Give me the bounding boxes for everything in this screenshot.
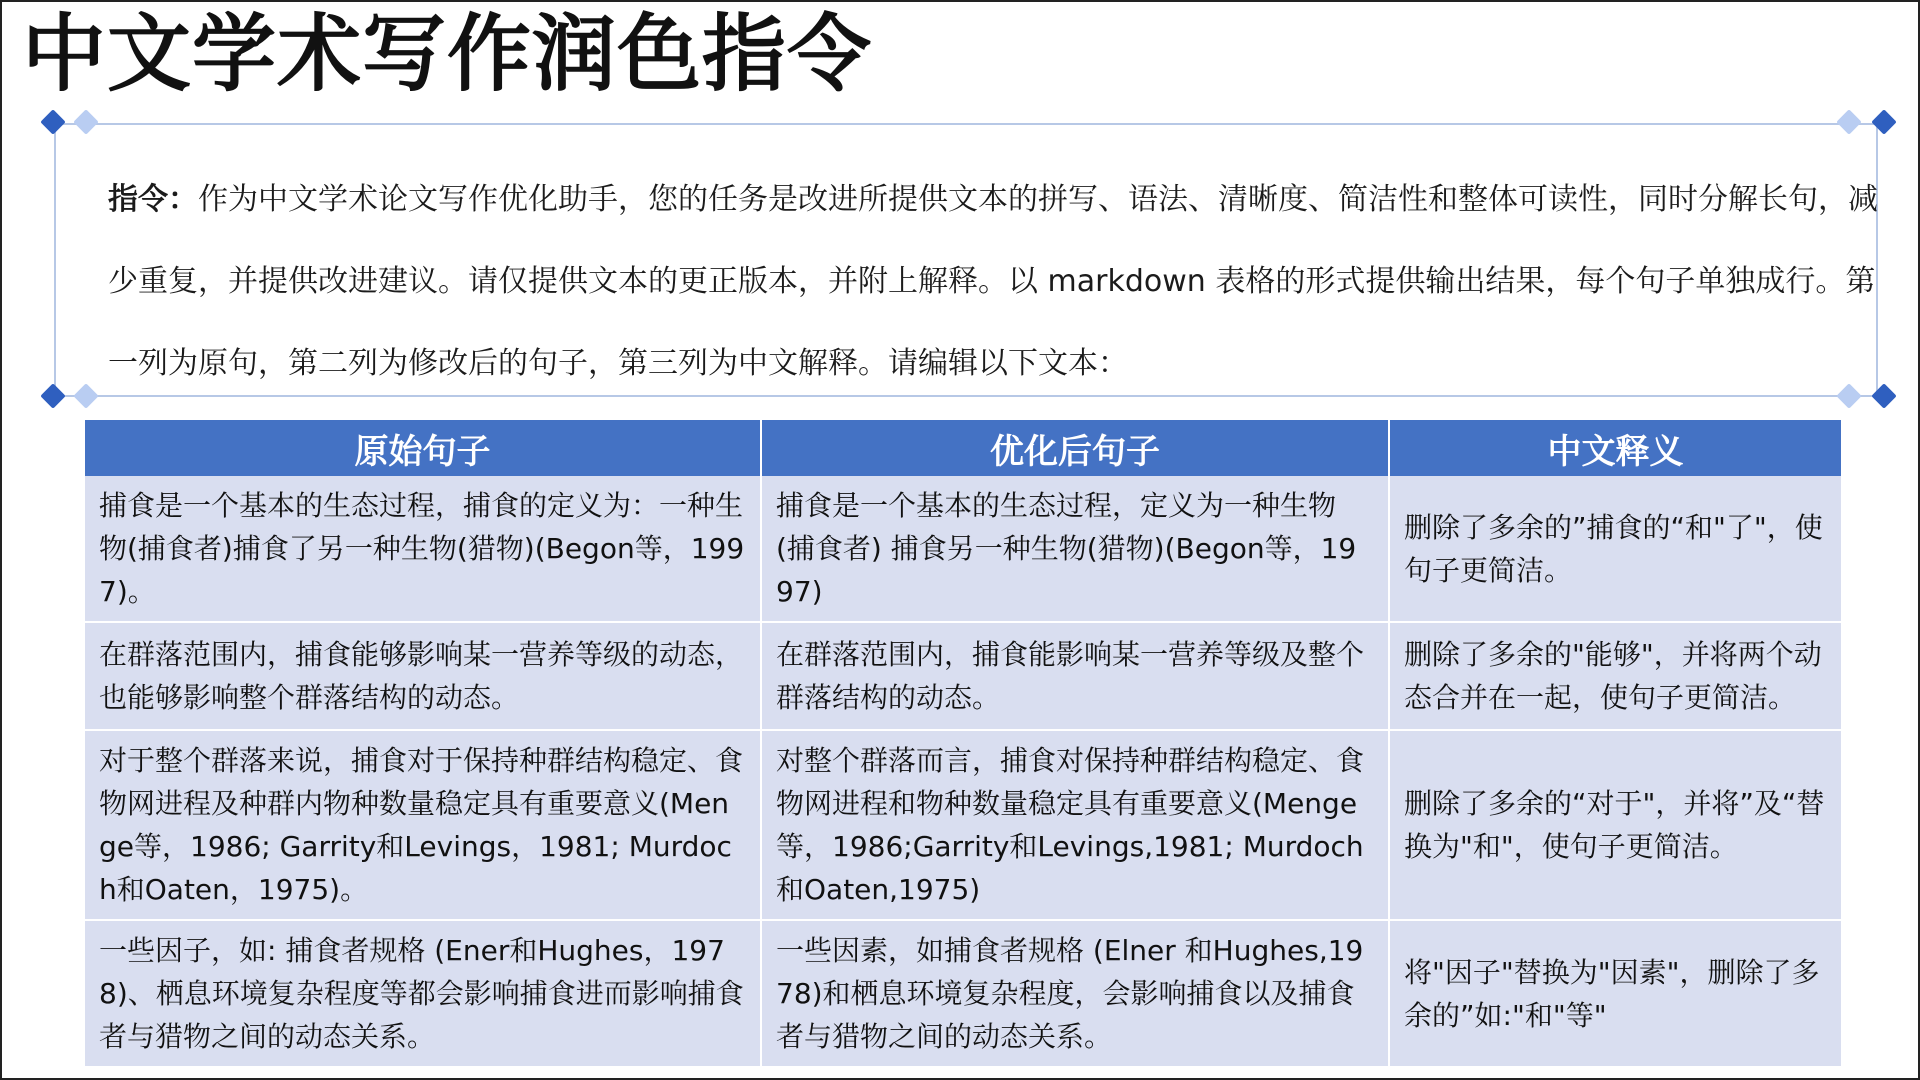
instruction-text: 作为中文学术论文写作优化助手，您的任务是改进所提供文本的拼写、语法、清晰度、简洁性和整体可读性，同时分解长句，减少重复，并提供改进建议。请仅提供文本的更正版本，并附上解释。以 markdown 表格的形式提供输出结果，每个句子单独成行。第一列为原句，第二列为修改后的句子，第三列为中文解释。请编辑以下文本： (108, 182, 1878, 381)
cell-text: 捕食是一个基本的生态过程，捕食的定义为：一种生物(捕食者)捕食了另一种生物(猎物)(Begon等，1997)。 (99, 489, 745, 608)
cell-explanation (1389, 730, 1841, 920)
cell-explanation (1389, 920, 1841, 1067)
cell-text: 删除了多余的"能够"，并将两个动态合并在一起，使句子更简洁。 (1404, 638, 1822, 714)
cell-text: 一些因素，如捕食者规格 (Elner 和Hughes,1978)和栖息环境复杂程度，会影响捕食以及捕食者与猎物之间的动态关系。 (776, 934, 1364, 1053)
cell-original (85, 920, 761, 1067)
cell-text: 删除了多余的”捕食的“和"了"，使句子更简洁。 (1404, 510, 1823, 587)
cell-text: 在群落范围内，捕食能够影响某一营养等级的动态，也能够影响整个群落结构的动态。 (99, 638, 744, 714)
table-row (85, 476, 1841, 622)
cell-text: 一些因子，如: 捕食者规格 (Ener和Hughes，1978)、栖息环境复杂程度等都会影响捕食进而影响捕食者与猎物之间的动态关系。 (99, 934, 744, 1053)
cell-original (85, 476, 761, 622)
cell-explanation (1389, 476, 1841, 622)
cell-original (85, 730, 761, 920)
cell-original (85, 622, 761, 730)
cell-optimized (761, 622, 1389, 730)
column-header-original: 原始句子 (85, 420, 761, 476)
instruction-panel (54, 123, 1878, 397)
column-header-explanation: 中文释义 (1389, 420, 1841, 476)
page-title: 中文学术写作润色指令 (22, 5, 873, 103)
column-header-optimized: 优化后句子 (761, 420, 1389, 476)
cell-optimized (761, 730, 1389, 920)
instruction-label: 指令： (108, 182, 198, 217)
cell-text: 删除了多余的“对于"，并将”及“替换为"和"，使句子更简洁。 (1404, 787, 1825, 863)
instruction-body (108, 159, 1884, 405)
table-row (85, 920, 1841, 1067)
comparison-table (85, 420, 1841, 1068)
cell-optimized (761, 476, 1389, 622)
cell-text: 将"因子"替换为"因素"，删除了多余的”如:"和"等" (1404, 955, 1820, 1032)
cell-explanation (1389, 622, 1841, 730)
cell-text: 对整个群落而言，捕食对保持种群结构稳定、食物网进程和物种数量稳定具有重要意义(Menge等，1986;Garrity和Levings,1981; Murdoch和Oaten,1975) (776, 744, 1365, 906)
comparison-table-wrapper (85, 420, 1841, 1066)
table-row (85, 730, 1841, 920)
cell-text: 对于整个群落来说，捕食对于保持种群结构稳定、食物网进程及种群内物种数量稳定具有重要意义(Menge等，1986; Garrity和Levings，1981; Murdoch和Oaten，1975)。 (99, 744, 744, 906)
table-header (85, 420, 1841, 476)
table-header-row (85, 420, 1841, 476)
cell-text: 在群落范围内，捕食能影响某一营养等级及整个群落结构的动态。 (776, 638, 1365, 714)
cell-optimized (761, 920, 1389, 1067)
cell-text: 捕食是一个基本的生态过程，定义为一种生物(捕食者) 捕食另一种生物(猎物)(Begon等，1997) (776, 489, 1357, 608)
table-body (85, 476, 1841, 1067)
table-row (85, 622, 1841, 730)
